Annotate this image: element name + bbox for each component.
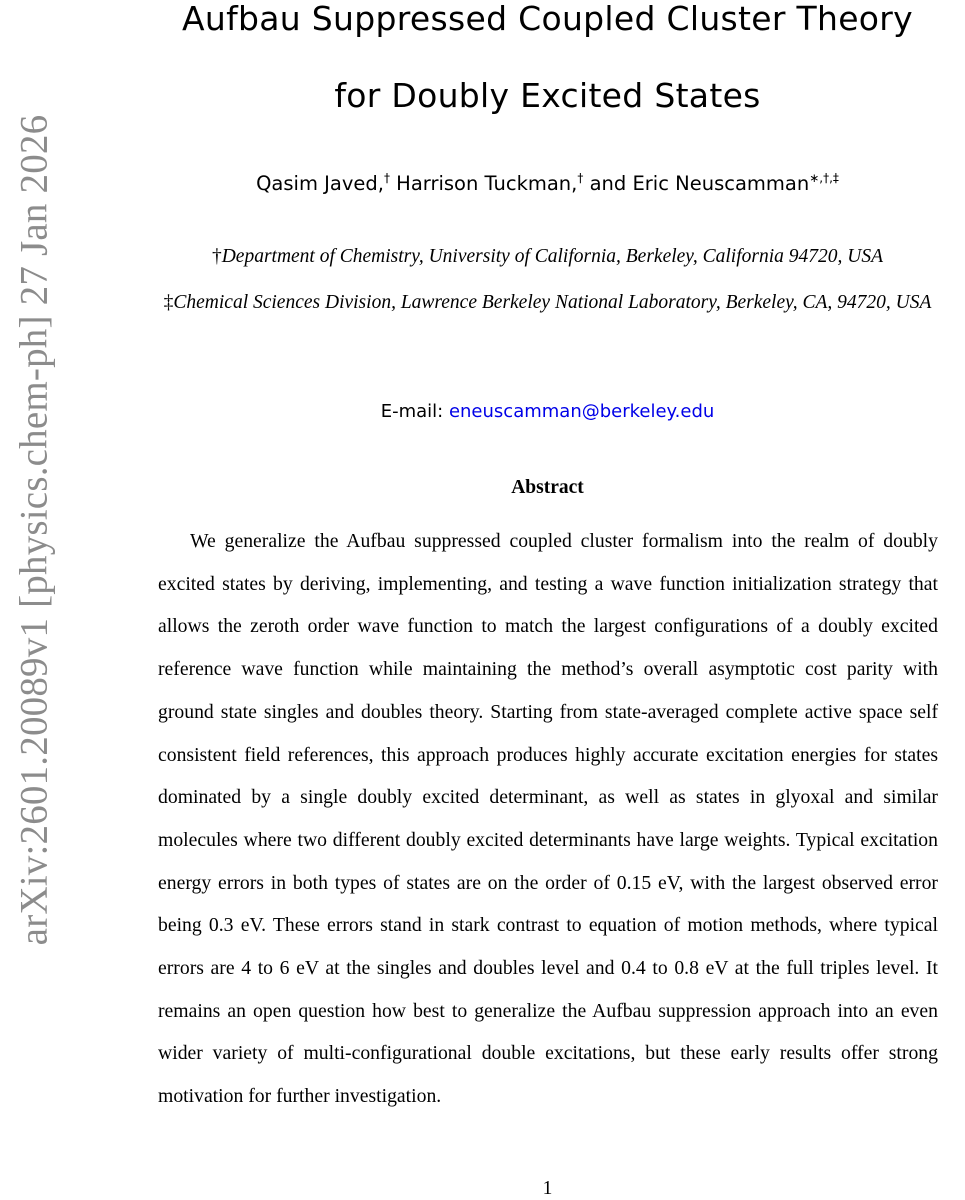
paper-page — [125, 0, 965, 1200]
title-line-1: Aufbau Suppressed Coupled Cluster Theory — [182, 0, 913, 38]
affiliation-1 — [125, 234, 965, 280]
paper-title — [125, 0, 965, 134]
page-number: 1 — [542, 1178, 553, 1199]
title-line-2: for Doubly Excited States — [334, 76, 761, 115]
abstract-heading: Abstract — [511, 477, 584, 498]
arxiv-sidebar — [0, 0, 60, 1200]
author-1: Qasim Javed, — [256, 172, 384, 195]
author-joiner: and — [589, 172, 627, 195]
author-2-marks: † — [577, 171, 584, 185]
author-1-marks: † — [383, 171, 390, 185]
author-list — [125, 171, 965, 195]
author-2: Harrison Tuckman, — [396, 172, 578, 195]
affiliation-2 — [125, 280, 965, 326]
contact-email — [125, 401, 965, 422]
email-link[interactable]: eneuscamman@berkeley.edu — [448, 401, 715, 422]
author-3-marks: ∗,†,‡ — [809, 171, 839, 185]
abstract-body: We generalize the Aufbau suppressed coupled cluster formalism into the realm of doubly excited states by deriving, implementing, and testing a wave function initialization strategy that allows the zeroth order wave function to match the largest configurations of a doubly excited reference wave function while maintaining the method’s overall asymptotic cost parity with ground state singles and doubles theory. Starting from state-averaged complete active space self consistent field references, this approach produces highly accurate excitation energies for states dominated by a single doubly excited determinant, as well as states in glyoxal and similar molecules where two different doubly excited determinants have large weights. Typical excitation energy errors in both types of states are on the order of 0.15 eV, with the largest observed error being 0.3 eV. These errors stand in stark contrast to equation of motion methods, where typical errors are 4 to 6 eV at the singles and doubles level and 0.4 to 0.8 eV at the full triples level. It remains an open question how best to generalize the Aufbau suppression approach into an even wider variety of multi-configurational double excitations, but these early results offer strong motivation for further investigation. — [158, 530, 938, 1108]
affiliation-2-text: Chemical Sciences Division, Lawrence Berkeley National Laboratory, Berkeley, CA, 94720, USA — [173, 292, 932, 313]
affiliation-2-mark: ‡ — [163, 292, 174, 313]
email-label: E-mail: — [380, 401, 444, 422]
arxiv-identifier: arXiv:2601.20089v1 [physics.chem-ph] 27 Jan 2026 — [12, 114, 56, 946]
affiliation-1-text: Department of Chemistry, University of California, Berkeley, California 94720, USA — [221, 246, 884, 267]
author-3: Eric Neuscamman — [632, 172, 810, 195]
affiliation-1-mark: † — [211, 246, 222, 267]
